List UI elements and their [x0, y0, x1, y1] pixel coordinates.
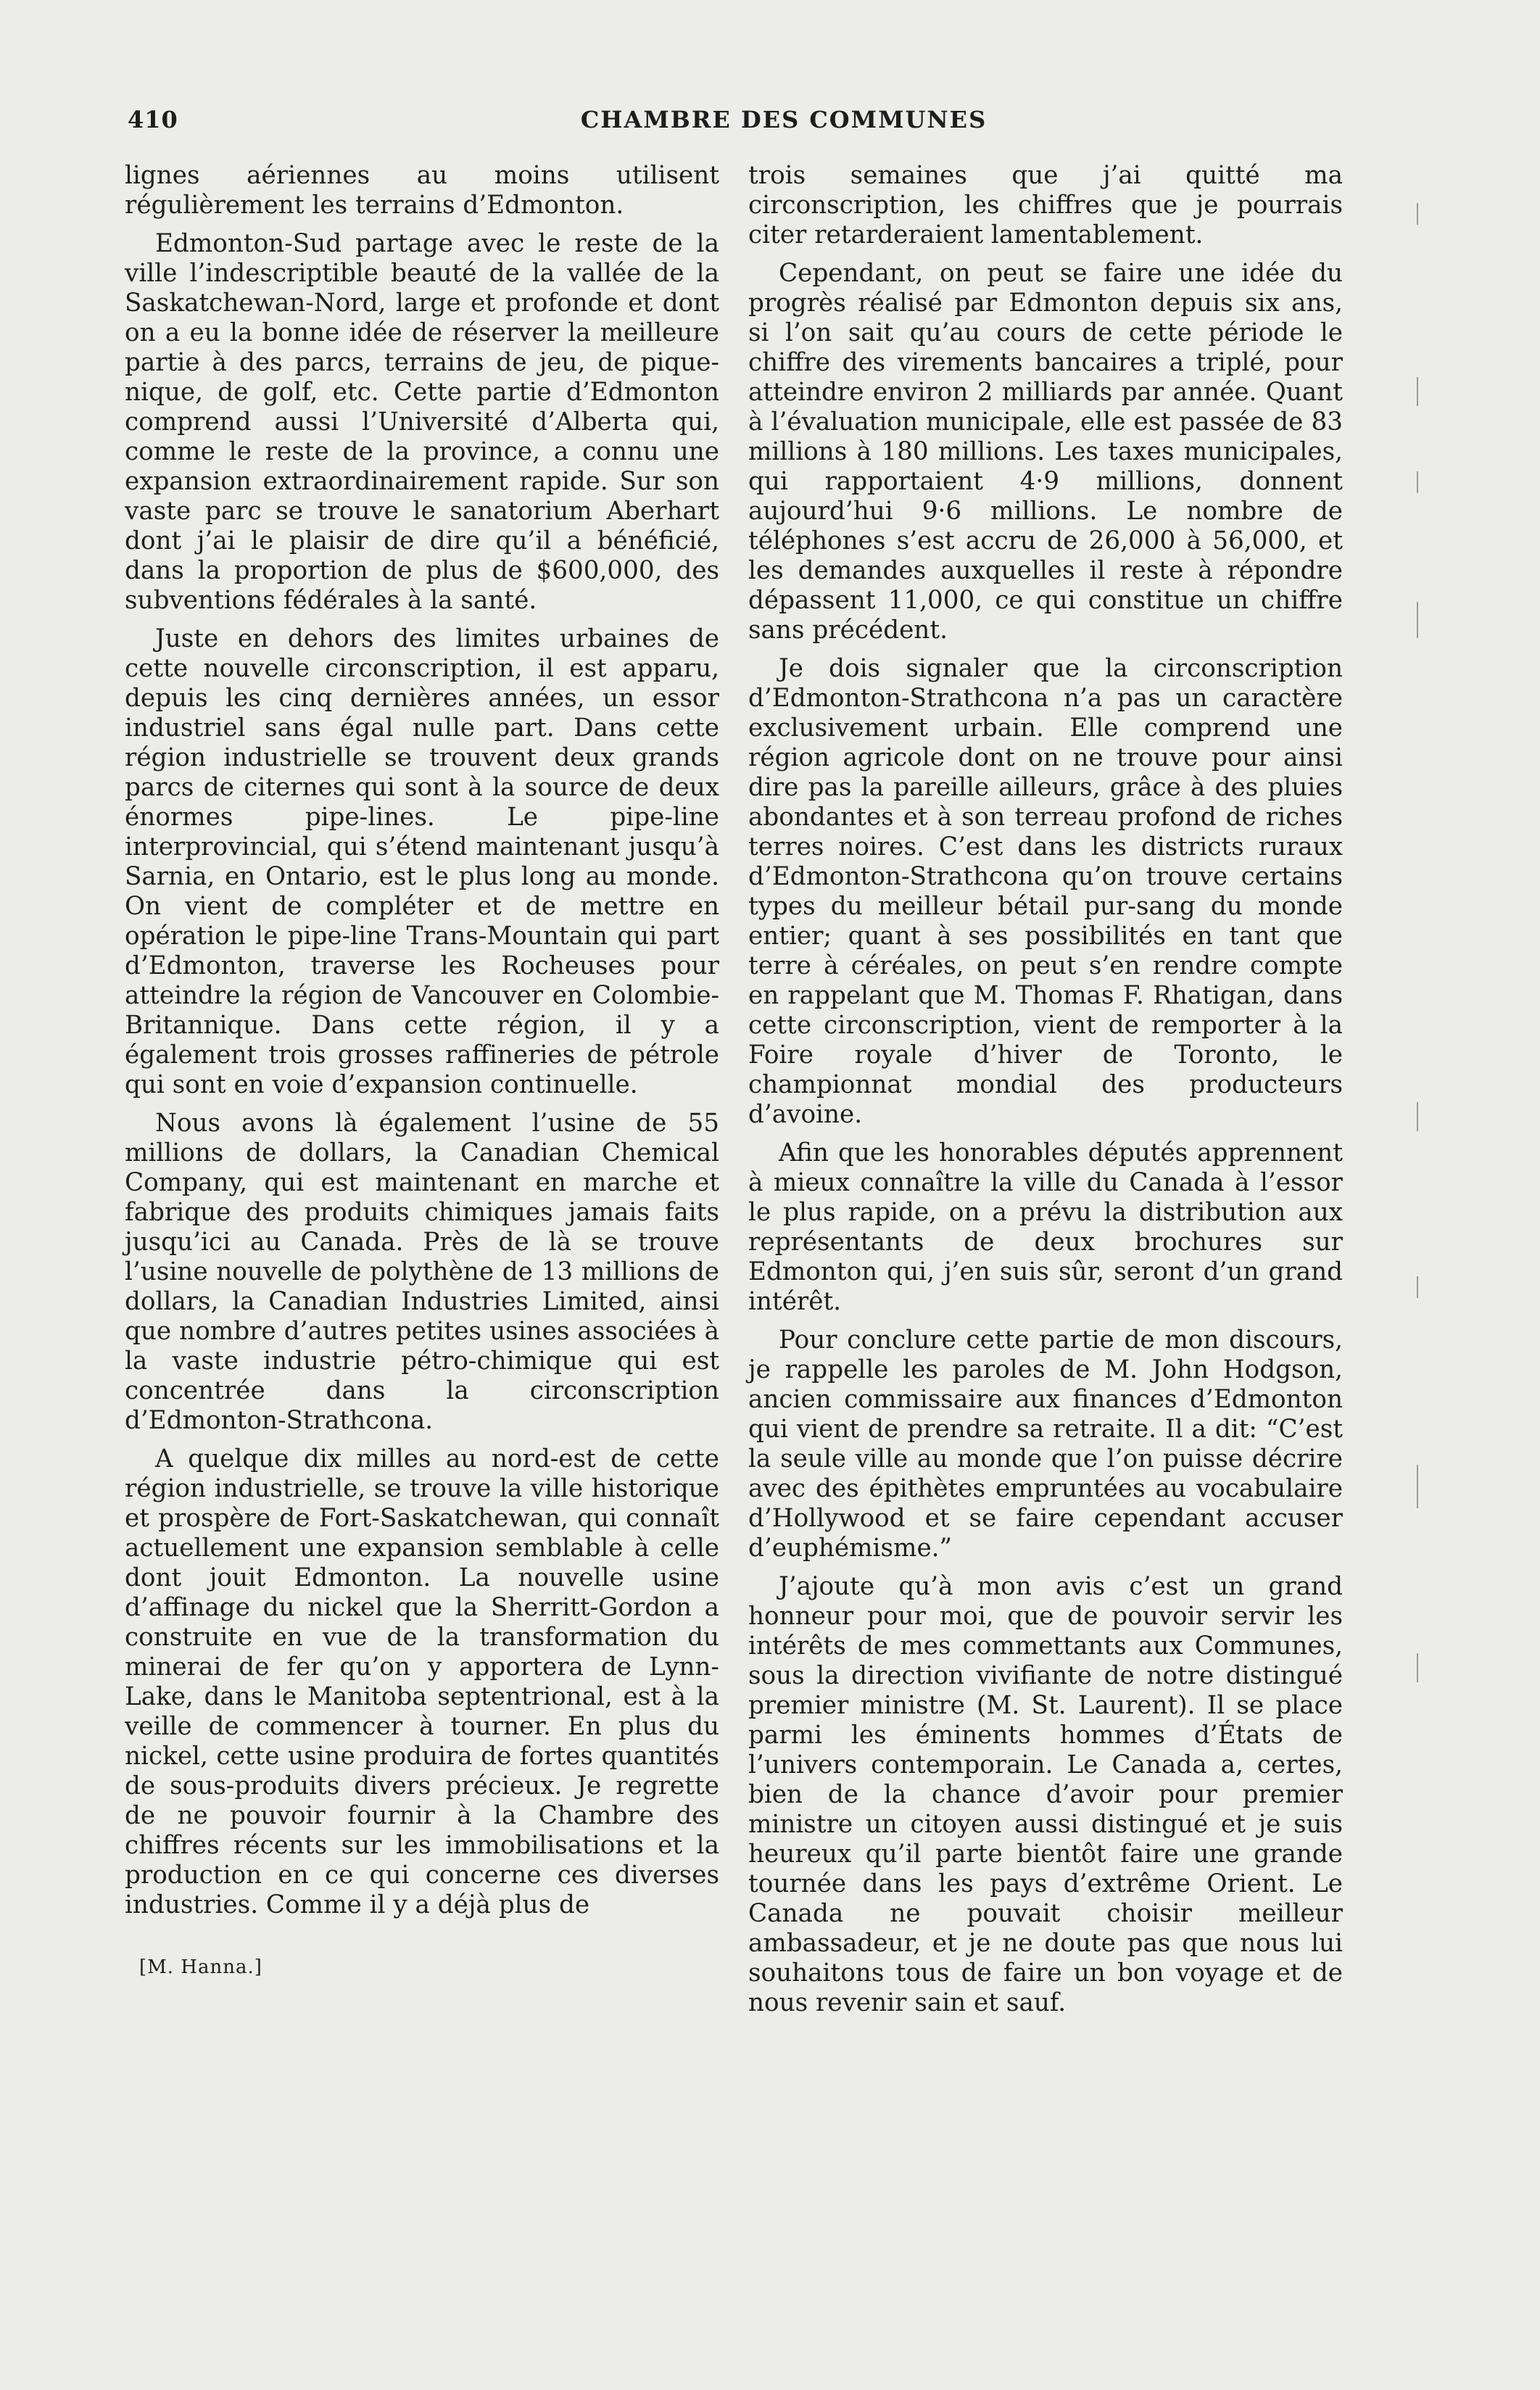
margin-mark	[1417, 1465, 1418, 1508]
running-head: CHAMBRE DES COMMUNES	[580, 106, 988, 133]
page-number: 410	[128, 106, 178, 133]
paragraph: lignes aériennes au moins utilisent régulièrement les terrains d’Edmonton.	[125, 161, 719, 220]
margin-mark	[1417, 1276, 1418, 1298]
paragraph: Nous avons là également l’usine de 55 millions de dollars, la Canadian Chemical Company, qui est maintenant en marche et fabrique des produits chimiques jamais faits jusqu’ici au Canada. Près de là se trouve l’usine nouvelle de polythène de 13 millions de dollars, la Canadian Industries Limited, ainsi que nombre d’autres petites usines associées à la vaste industrie pétro-chimique qui est concentrée dans la circonscription d’Edmonton-Strathcona.	[125, 1109, 719, 1435]
paragraph: A quelque dix milles au nord-est de cette région industrielle, se trouve la ville historique et prospère de Fort-Saskatchewan, qui connaît actuellement une expansion semblable à celle dont jouit Edmonton. La nouvelle usine d’affinage du nickel que la Sherritt-Gordon a construite en vue de la transformation du minerai de fer qu’on y apportera de Lynn-Lake, dans le Manitoba septentrional, est à la veille de commencer à tourner. En plus du nickel, cette usine produira de fortes quantités de sous-produits divers précieux. Je regrette de ne pouvoir fournir à la Chambre des chiffres récents sur les immobilisations et la production en ce qui concerne ces diverses industries. Comme il y a déjà plus de	[125, 1444, 719, 1919]
margin-mark	[1417, 602, 1418, 638]
margin-mark	[1417, 1653, 1418, 1682]
margin-marks-top	[1412, 196, 1427, 674]
paragraph: Edmonton-Sud partage avec le reste de la ville l’indescriptible beauté de la vallée de la Saskatchewan-Nord, large et profonde et dont on a eu la bonne idée de réserver la meilleure partie à des parcs, terrains de jeu, de pique-nique, de golf, etc. Cette partie d’Edmonton comprend aussi l’Université d’Alberta qui, comme le reste de la province, a connu une expansion extraordinairement rapide. Sur son vaste parc se trouve le sanatorium Aberhart dont j’ai le plaisir de dire qu’il a bénéficié, dans la proportion de plus de $600,000, des subventions fédérales à la santé.	[125, 229, 719, 615]
margin-mark	[1417, 377, 1418, 406]
speaker-note: [M. Hanna.]	[139, 1956, 262, 1978]
paragraph: trois semaines que j’ai quitté ma circonscription, les chiffres que je pourrais citer retarderaient lamentablement.	[748, 161, 1343, 249]
paragraph: Juste en dehors des limites urbaines de cette nouvelle circonscription, il est apparu, depuis les cinq dernières années, un essor industriel sans égal nulle part. Dans cette région industrielle se trouvent deux grands parcs de citernes qui sont à la source de deux énormes pipe-lines. Le pipe-line interprovincial, qui s’étend maintenant jusqu’à Sarnia, en Ontario, est le plus long au monde. On vient de compléter et de mettre en opération le pipe-line Trans-Mountain qui part d’Edmonton, traverse les Rocheuses pour atteindre la région de Vancouver en Colombie-Britannique. Dans cette région, il y a également trois grosses raffineries de pétrole qui sont en voie d’expansion continuelle.	[125, 624, 719, 1099]
margin-mark	[1417, 471, 1418, 493]
paragraph: Pour conclure cette partie de mon discours, je rappelle les paroles de M. John Hodgson, ancien commissaire aux finances d’Edmonton qui vient de prendre sa retraite. Il a dit: “C’est la seule ville au monde que l’on puisse décrire avec des épithètes empruntées au vocabulaire d’Hollywood et se faire cependant accuser d’euphémisme.”	[748, 1326, 1343, 1563]
page-header	[128, 106, 1440, 142]
margin-mark	[1417, 203, 1418, 225]
paragraph: J’ajoute qu’à mon avis c’est un grand honneur pour moi, que de pouvoir servir les intérêts de mes commettants aux Communes, sous la direction vivifiante de notre distingué premier ministre (M. St. Laurent). Il se place parmi les éminents hommes d’États de l’univers contemporain. Le Canada a, certes, bien de la chance d’avoir pour premier ministre un citoyen aussi distingué et je suis heureux qu’il parte bientôt faire une grande tournée dans les pays d’extrême Orient. Le Canada ne pouvait choisir meilleur ambassadeur, et je ne doute pas que nous lui souhaitons tous de faire un bon voyage et de nous revenir sain et sauf.	[748, 1572, 1343, 2017]
paragraph: Je dois signaler que la circonscription d’Edmonton-Strathcona n’a pas un caractère exclusivement urbain. Elle comprend une région agricole dont on ne trouve pour ainsi dire pas la pareille ailleurs, grâce à des pluies abondantes et à son terreau profond de riches terres noires. C’est dans les districts ruraux d’Edmonton-Strathcona qu’on trouve certains types du meilleur bétail pur-sang du monde entier; quant à ses possibilités en tant que terre à céréales, on peut s’en rendre compte en rappelant que M. Thomas F. Rhatigan, dans cette circonscription, vient de remporter à la Foire royale d’hiver de Toronto, le championnat mondial des producteurs d’avoine.	[748, 654, 1343, 1129]
left-column	[125, 161, 719, 1929]
right-column	[748, 161, 1343, 2027]
margin-marks-bottom	[1412, 1088, 1427, 1813]
paragraph: Afin que les honorables députés apprennent à mieux connaître la ville du Canada à l’essor le plus rapide, on a prévu la distribution aux représentants de deux brochures sur Edmonton qui, j’en suis sûr, seront d’un grand intérêt.	[748, 1138, 1343, 1316]
margin-mark	[1417, 1102, 1418, 1131]
paragraph: Cependant, on peut se faire une idée du progrès réalisé par Edmonton depuis six ans, si l’on sait qu’au cours de cette période le chiffre des virements bancaires a triplé, pour atteindre environ 2 milliards par année. Quant à l’évaluation municipale, elle est passée de 83 millions à 180 millions. Les taxes municipales, qui rapportaient 4·9 millions, donnent aujourd’hui 9·6 millions. Le nombre de téléphones s’est accru de 26,000 à 56,000, et les demandes auxquelles il reste à répondre dépassent 11,000, ce qui constitue un chiffre sans précédent.	[748, 259, 1343, 645]
